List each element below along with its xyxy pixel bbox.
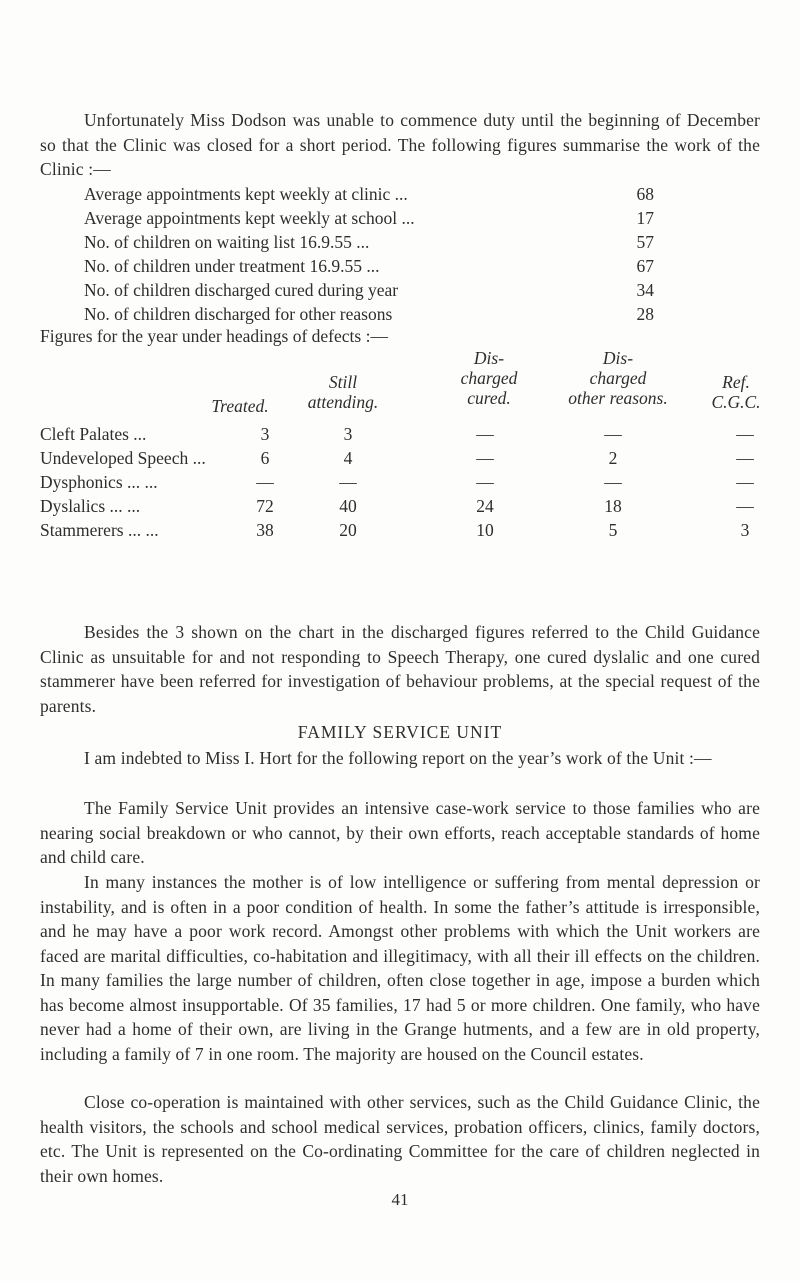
table-row <box>40 494 770 518</box>
summary-row <box>84 302 654 326</box>
header-treated: Treated. <box>211 396 269 416</box>
intro-paragraph: Unfortunately Miss Dodson was unable to commence duty until the beginning of December so that the Clinic was closed for a short period. The following figures summarise the work of the Clinic :— <box>40 110 760 179</box>
header-discharged-cured: Dis- charged cured. <box>460 348 518 408</box>
after-table-paragraph: Besides the 3 shown on the chart in the discharged figures referred to the Child Guidance Clinic as unsuitable for and not responding to Speech Therapy, one cured dyslalic and one cured stammerer have been referred for investigation of behaviour problems, at the special request of the parents. <box>40 622 760 716</box>
cell-other: 18 <box>604 496 622 516</box>
summary-row <box>84 254 654 278</box>
row-label: Stammerers ... ... <box>40 520 159 540</box>
cell-cured: — <box>476 448 494 468</box>
summary-row <box>84 206 654 230</box>
row-label: Dysphonics ... ... <box>40 472 158 492</box>
summary-label: No. of children on waiting list 16.9.55 ... <box>84 232 370 252</box>
cell-cured: — <box>476 472 494 492</box>
section-heading: FAMILY SERVICE UNIT <box>297 722 503 742</box>
body-paragraph: In many instances the mother is of low intelligence or suffering from mental depression or instability, and is often in a poor condition of health. In some the father’s attitude is irresponsible, and he may have a poor work record. Amongst other problems with which the Unit workers are faced are marital difficulties, co-habitation and illegitimacy, with all their ill effects on the children. In many families the large number of children, often close together in age, impose a burden which has become almost insupportable. Of 35 families, 17 had 5 or more children. One family, who have never had a home of their own, are living in the Grange hutments, and a few are in old property, including a family of 7 in one room. The majority are housed on the Council estates. <box>40 872 760 1064</box>
summary-value: 17 <box>636 208 654 228</box>
page-number: 41 <box>391 1190 409 1209</box>
cell-attending: 40 <box>339 496 357 516</box>
cell-cured: 10 <box>476 520 494 540</box>
row-label: Dyslalics ... ... <box>40 496 141 516</box>
cell-treated: 72 <box>256 496 274 516</box>
cell-ref: — <box>736 496 754 516</box>
row-label: Undeveloped Speech ... <box>40 448 206 468</box>
cell-other: — <box>604 424 622 444</box>
summary-value: 34 <box>636 280 654 300</box>
summary-label: No. of children discharged cured during year <box>84 280 399 300</box>
clinic-summary-list <box>84 182 654 326</box>
cell-treated: 3 <box>260 424 270 444</box>
summary-value: 28 <box>636 304 654 324</box>
header-ref-cgc: Ref. C.G.C. <box>711 372 761 412</box>
cell-treated: 6 <box>260 448 270 468</box>
summary-label: Average appointments kept weekly at clinic ... <box>84 184 408 204</box>
summary-value: 68 <box>636 184 654 204</box>
cell-cured: — <box>476 424 494 444</box>
summary-row <box>84 278 654 302</box>
cell-ref: 3 <box>740 520 750 540</box>
body-paragraph: The Family Service Unit provides an intensive case-work service to those families who are nearing social breakdown or who cannot, by their own efforts, reach acceptable standards of home and child care. <box>40 798 760 867</box>
header-still-attending: Still attending. <box>307 372 379 412</box>
table-row <box>40 470 770 494</box>
summary-label: No. of children discharged for other reasons <box>84 304 393 324</box>
cell-ref: — <box>736 424 754 444</box>
cell-other: 2 <box>608 448 618 468</box>
cell-treated: — <box>256 472 274 492</box>
cell-attending: — <box>339 472 357 492</box>
table-row <box>40 422 770 446</box>
cell-attending: 20 <box>339 520 357 540</box>
summary-row <box>84 182 654 206</box>
body-paragraph: Close co-operation is maintained with other services, such as the Child Guidance Clinic, the health visitors, the schools and school medical services, probation officers, clinics, family doctors, etc. The Unit is represented on the Co-ordinating Committee for the care of children neglected in their own homes. <box>40 1092 760 1186</box>
header-discharged-other: Dis- charged other reasons. <box>568 348 668 408</box>
cell-other: — <box>604 472 622 492</box>
table-intro: Figures for the year under headings of defects :— <box>40 326 388 346</box>
summary-label: Average appointments kept weekly at school ... <box>84 208 415 228</box>
table-row <box>40 518 770 542</box>
cell-ref: — <box>736 472 754 492</box>
table-row <box>40 446 770 470</box>
cell-cured: 24 <box>476 496 494 516</box>
summary-value: 57 <box>636 232 654 252</box>
body-paragraph: I am indebted to Miss I. Hort for the following report on the year’s work of the Unit :— <box>84 748 712 768</box>
row-label: Cleft Palates ... <box>40 424 147 444</box>
cell-attending: 4 <box>343 448 353 468</box>
summary-value: 67 <box>636 256 654 276</box>
cell-ref: — <box>736 448 754 468</box>
summary-label: No. of children under treatment 16.9.55 ... <box>84 256 380 276</box>
cell-attending: 3 <box>343 424 353 444</box>
cell-other: 5 <box>608 520 618 540</box>
cell-treated: 38 <box>256 520 274 540</box>
summary-row <box>84 230 654 254</box>
